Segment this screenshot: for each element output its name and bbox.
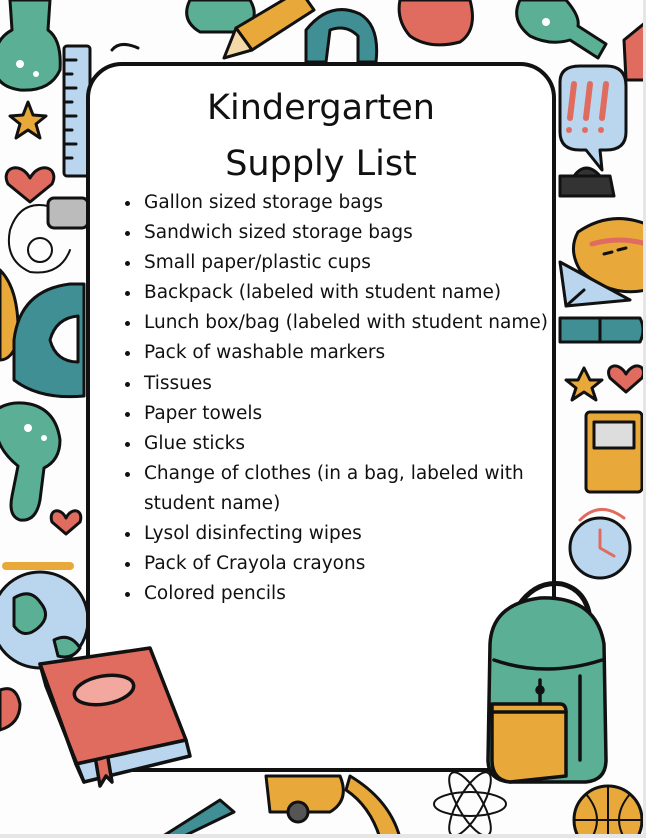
stapler-icon [9, 198, 88, 273]
eraser-icon [399, 0, 472, 45]
list-item: • Sandwich sized storage bags [142, 218, 562, 248]
list-item: • Backpack (labeled with student name) [142, 278, 562, 308]
balloon-icon [0, 689, 20, 730]
list-item: • Change of clothes (in a bag, labeled with student name) [142, 459, 562, 519]
list-item: • Gallon sized storage bags [142, 188, 562, 218]
heart-icon [51, 511, 81, 534]
globe-icon [0, 566, 88, 668]
list-item: • Paper towels [142, 399, 562, 429]
flask-icon [0, 403, 60, 520]
list-item: • Small paper/plastic cups [142, 248, 562, 278]
star-icon [10, 102, 46, 138]
page-title [86, 80, 556, 192]
list-item: • Tissues [142, 369, 562, 399]
list-item: • Colored pencils [142, 579, 562, 609]
calculator-icon [586, 412, 642, 492]
title-line-1: Kindergarten [207, 88, 435, 128]
clock-icon [570, 509, 630, 578]
list-item: • Lunch box/bag (labeled with student name) [142, 308, 562, 338]
list-item: • Glue sticks [142, 429, 562, 459]
speech-bubble-icon [560, 66, 626, 170]
banana-icon [346, 776, 400, 838]
binder-clip-icon [560, 168, 614, 196]
list-item: • Pack of washable markers [142, 338, 562, 368]
page-bottom-edge [0, 834, 646, 838]
pencil-icon [160, 800, 234, 838]
title-line-2: Supply List [225, 144, 417, 184]
heart-icon [6, 168, 54, 202]
flask-icon [0, 0, 60, 90]
flask-icon [517, 0, 606, 58]
list-item: • Pack of Crayola crayons [142, 549, 562, 579]
heart-icon [609, 366, 644, 392]
car-icon [266, 776, 343, 822]
atom-icon [434, 767, 506, 838]
magnet-icon [306, 10, 377, 62]
star-icon [566, 368, 602, 400]
supply-list [120, 188, 562, 609]
basketball-icon [574, 786, 642, 838]
protractor-icon [14, 284, 84, 397]
list-item: • Lysol disinfecting wipes [142, 519, 562, 549]
